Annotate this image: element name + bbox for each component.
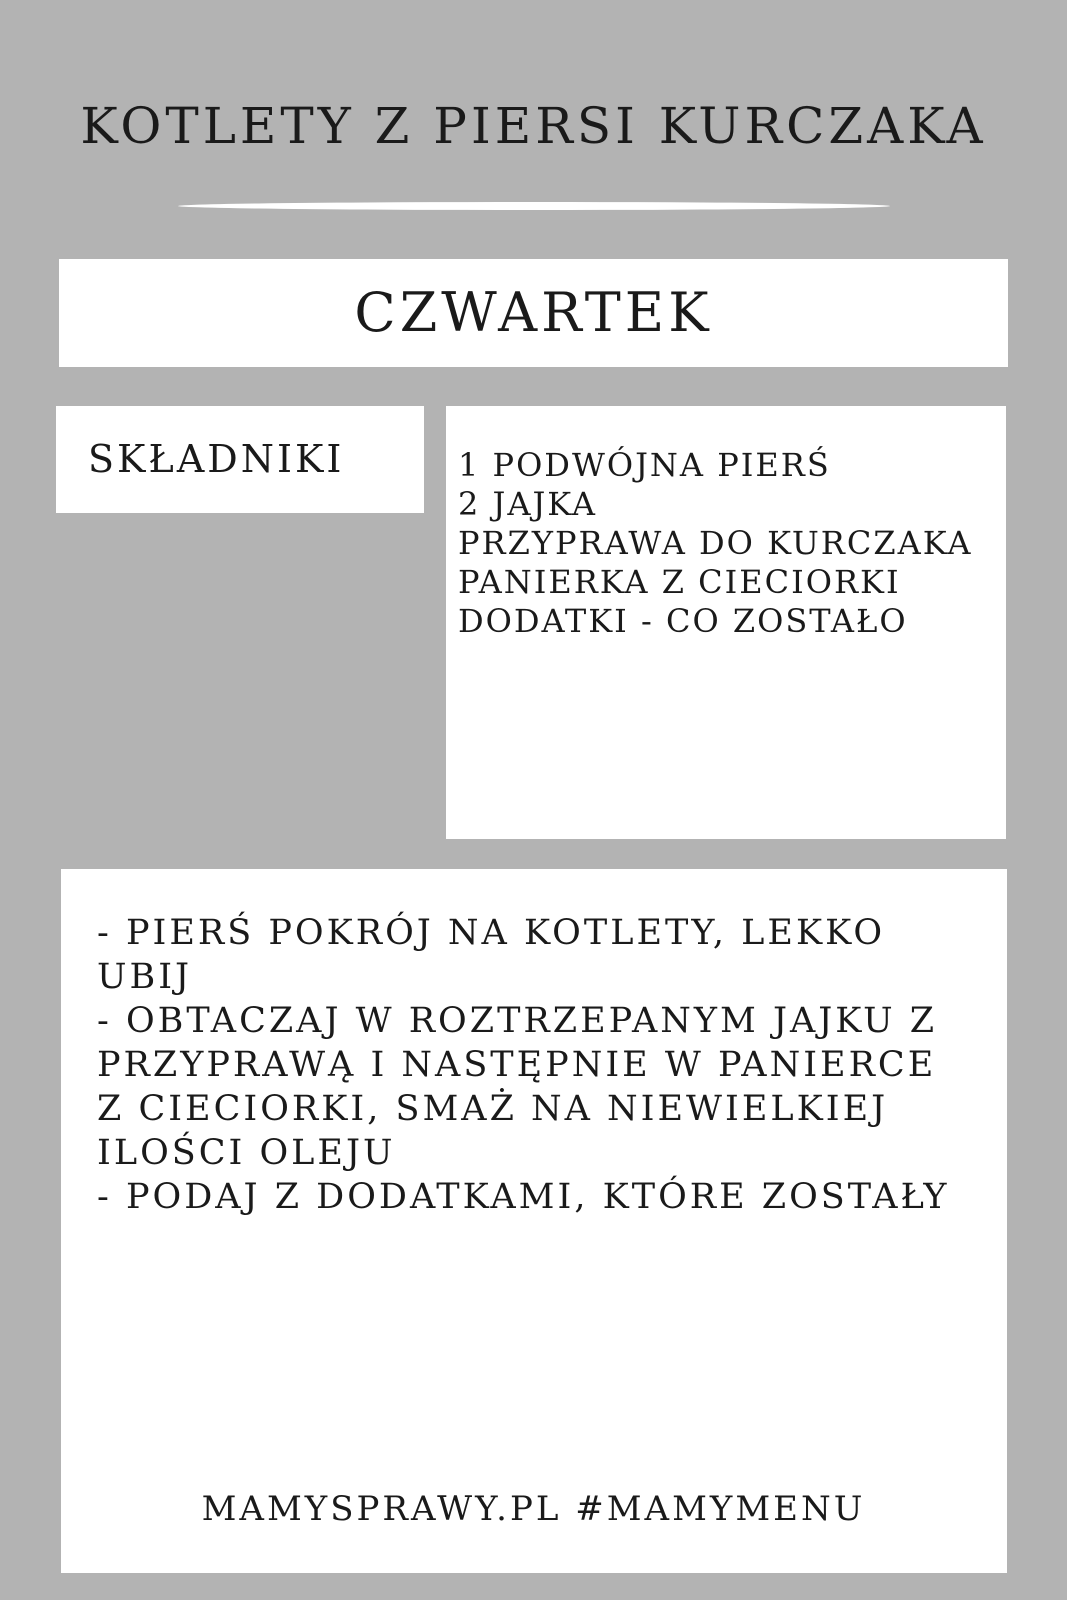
ingredients-panel [446, 406, 1006, 839]
ingredient-item: 2 JAJKA [458, 485, 598, 523]
ingredient-item: 1 PODWÓJNA PIERŚ [458, 446, 831, 484]
ingredient-item: PANIERKA Z CIECIORKI [458, 563, 901, 601]
ingredient-item: DODATKI - CO ZOSTAŁO [458, 602, 908, 640]
steps-list [97, 911, 977, 1219]
step-item: - OBTACZAJ W ROZTRZEPANYM JAJKU Z PRZYPRAWĄ I NASTĘPNIE W PANIERCE Z CIECIORKI, SMAŻ NA NIEWIELKIEJ ILOŚCI OLEJU [97, 1001, 938, 1173]
day-panel [59, 259, 1008, 367]
ingredient-item: PRZYPRAWA DO KURCZAKA [458, 524, 973, 562]
step-item: - PIERŚ POKRÓJ NA KOTLETY, LEKKO UBIJ [97, 913, 886, 997]
recipe-title: KOTLETY Z PIERSI KURCZAKA [80, 97, 987, 155]
ingredients-list [458, 446, 972, 641]
steps-panel [61, 869, 1007, 1573]
step-item: - PODAJ Z DODATKAMI, KTÓRE ZOSTAŁY [97, 1177, 950, 1217]
day-label: CZWARTEK [354, 281, 713, 344]
ingredients-label-panel [56, 406, 424, 513]
ingredients-label: SKŁADNIKI [88, 437, 345, 481]
footer-credit: MAMYSPRAWY.PL #MAMYMENU [201, 1489, 866, 1529]
title-divider [178, 202, 890, 210]
